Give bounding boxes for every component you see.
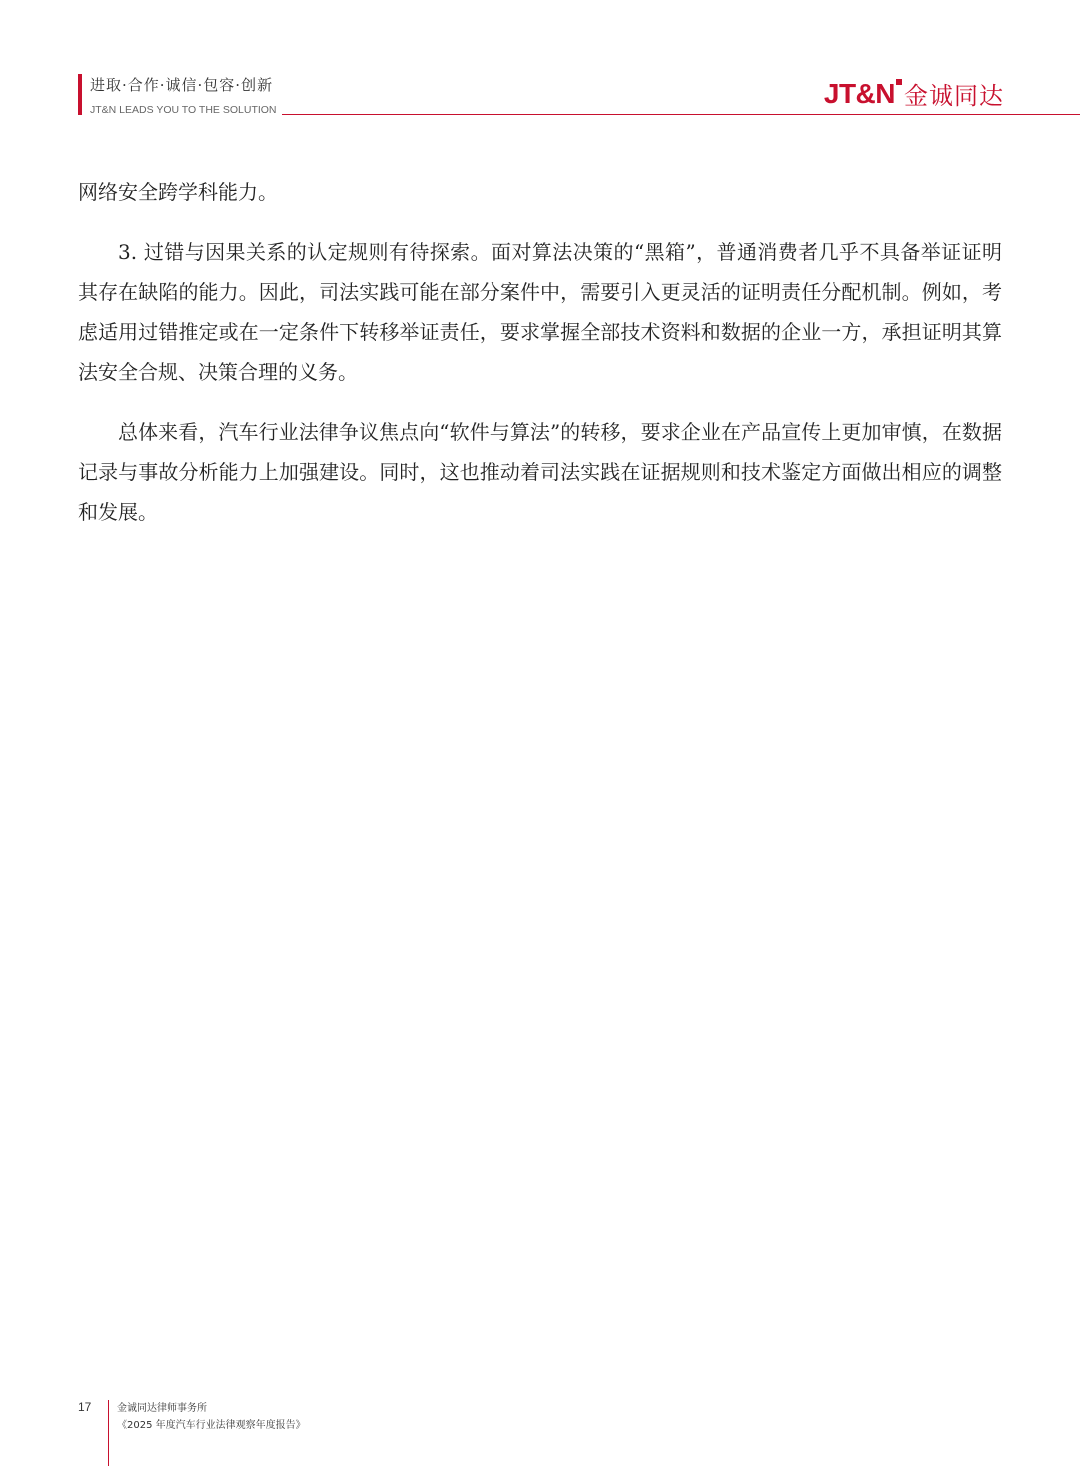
- footer-report-title: 《2025 年度汽车行业法律观察年度报告》: [117, 1420, 306, 1431]
- logo-text: 金诚同达: [904, 82, 1004, 110]
- paragraph-summary: 总体来看，汽车行业法律争议焦点向“软件与算法”的转移，要求企业在产品宣传上更加审慎，在数据记录与事故分析能力上加强建设。同时，这也推动着司法实践在证据规则和技术鉴定方面做出相应的调整和发展。: [78, 420, 1002, 524]
- main-content: [78, 172, 1002, 552]
- footer-divider: [108, 1400, 109, 1466]
- header-accent-bar: [78, 74, 82, 115]
- page-footer: [0, 1390, 1080, 1466]
- page-header: [0, 0, 1080, 130]
- firm-logo: [824, 76, 1004, 111]
- logo-mark: JT&N: [823, 77, 895, 109]
- paragraph-continuation: 网络安全跨学科能力。: [78, 180, 278, 204]
- header-divider: [282, 114, 1080, 115]
- logo-dot-icon: [896, 79, 902, 85]
- page-number: 17: [78, 1400, 92, 1414]
- header-slogan: 进取·合作·诚信·包容·创新: [90, 76, 274, 94]
- header-tagline: JT&N LEADS YOU TO THE SOLUTION: [90, 104, 277, 116]
- footer-firm-name: 金诚同达律师事务所: [117, 1403, 207, 1414]
- paragraph-item-3: 3. 过错与因果关系的认定规则有待探索。面对算法决策的“黑箱”，普通消费者几乎不具备举证证明其存在缺陷的能力。因此，司法实践可能在部分案件中，需要引入更灵活的证明责任分配机制。例如，考虑适用过错推定或在一定条件下转移举证责任，要求掌握全部技术资料和数据的企业一方，承担证明其算法安全合规、决策合理的义务。: [78, 240, 1002, 384]
